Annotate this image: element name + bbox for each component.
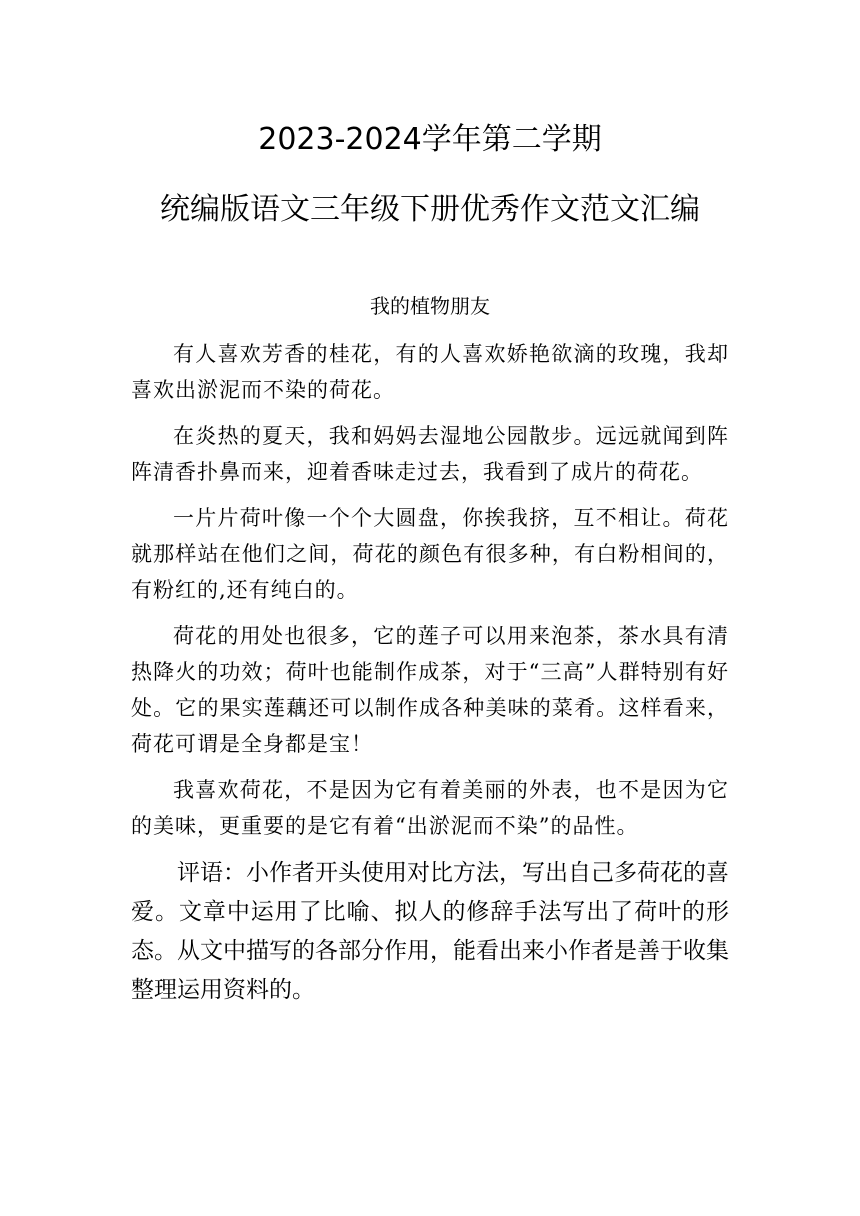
essay-paragraph-5: 我喜欢荷花，不是因为它有着美丽的外表，也不是因为它的美味，更重要的是它有着“出淤泥而不染”的品性。 [131,778,729,838]
essay-body [131,336,729,1010]
document-title-line-2: 统编版语文三年级下册优秀作文范文汇编 [160,192,700,227]
teacher-comment: 评语：小作者开头使用对比方法，写出自己多荷花的喜爱。文章中运用了比喻、拟人的修辞手法写出了荷叶的形态。从文中描写的各部分作用，能看出来小作者是善于收集整理运用资料的。 [131,860,729,1003]
essay-paragraph-1: 有人喜欢芳香的桂花，有的人喜欢娇艳欲滴的玫瑰，我却喜欢出淤泥而不染的荷花。 [131,342,729,402]
essay-paragraph-2: 在炎热的夏天，我和妈妈去湿地公园散步。远远就闻到阵阵清香扑鼻而来，迎着香味走过去，我看到了成片的荷花。 [131,424,729,484]
essay-title: 我的植物朋友 [370,294,490,318]
essay-paragraph-4: 荷花的用处也很多，它的莲子可以用来泡茶，茶水具有清热降火的功效；荷叶也能制作成茶，对于“三高”人群特别有好处。它的果实莲藕还可以制作成各种美味的菜肴。这样看来，荷花可谓是全身都是宝！ [131,624,729,756]
essay-paragraph-3: 一片片荷叶像一个个大圆盘，你挨我挤，互不相让。荷花就那样站在他们之间，荷花的颜色有很多种，有白粉相间的，有粉红的,还有纯白的。 [131,506,729,602]
document-title-line-1: 2023-2024学年第二学期 [258,122,602,157]
